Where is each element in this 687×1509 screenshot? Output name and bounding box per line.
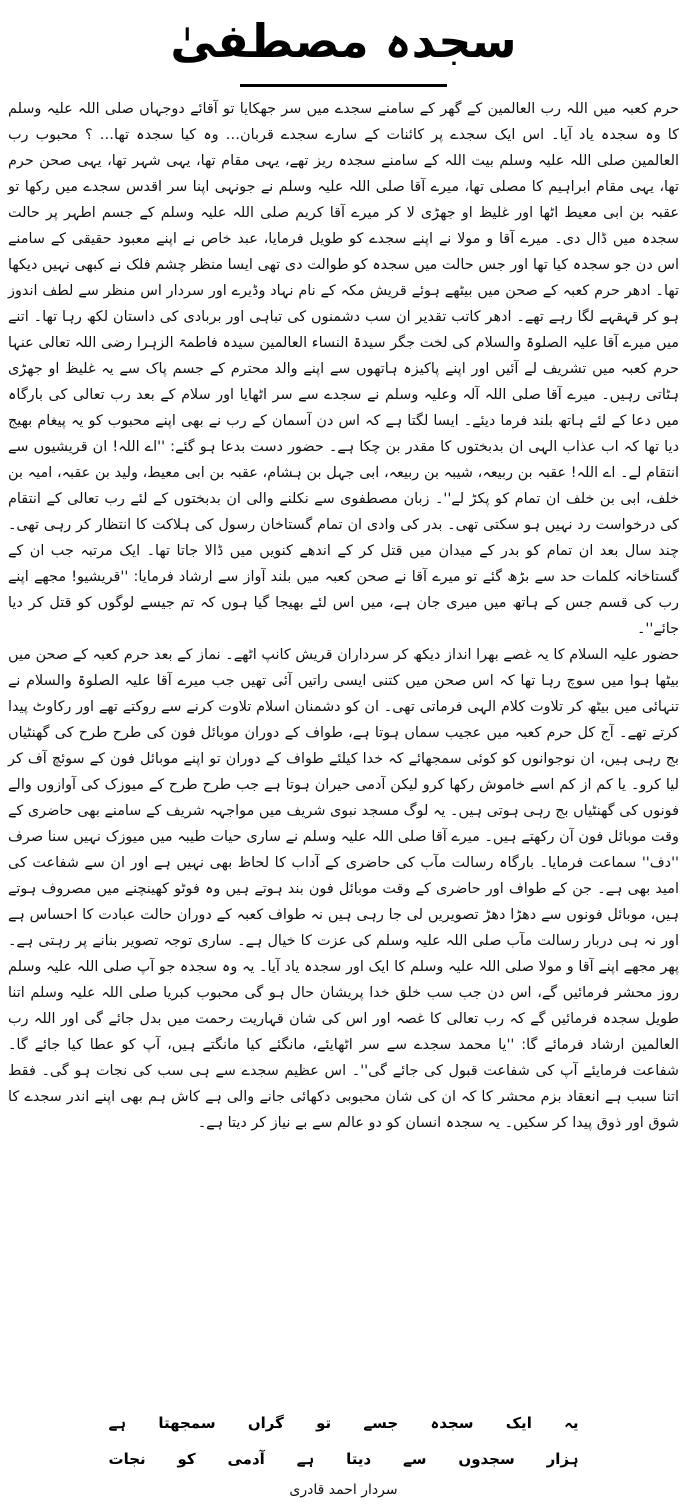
title-underline: [240, 84, 447, 87]
poem-word: ہزار: [546, 1450, 579, 1468]
poem-line-2: [109, 1441, 579, 1477]
poem-line-1: [109, 1405, 579, 1441]
poem-word: ہے: [108, 1414, 127, 1432]
title-block: [0, 8, 687, 74]
article-paragraph-2: حضور علیہ السلام کا یہ غصے بھرا انداز دیکھ کر سرداران قریش کانپ اٹھے۔ نماز کے بعد حرم کعبہ کے صحن میں بیٹھا ہوا میں سوچ رہا تھا کہ اس صحن میں کتنی ایسی راتیں آئی تھیں جب میرے آقا علیہ الصلوۃ والسلام نے تنہائی میں بیٹھ کر تلاوت کلام الہی فرماتی تھی۔ ان کو دشمنان اسلام تلاوت کرنے سے روکتے تھے اور رکاوٹ پیدا کرتے تھے۔ آج کل حرم کعبہ میں عجیب سماں ہوتا ہے، طواف کے دوران موبائل فون کی طرح طرح کی گھنٹیاں بج رہی ہیں، ان نوجوانوں کو کوئی سمجھائے کہ خدا کیلئے طواف کے دوران تو اپنے موبائل فون کے سوئچ آف کر لیا کرو۔ یا کم از کم اسے خاموش رکھا کرو لیکن آدمی حیران ہوتا ہے جب طرح طرح کے میوزک کی آوازوں والے فونوں کی گھنٹیاں بج رہی ہوتی ہیں۔ یہ لوگ مسجد نبوی شریف میں مواجہہ شریف کے سامنے بھی حاضری کے وقت موبائل فون آن رکھتے ہیں۔ میرے آقا صلی اللہ علیہ وسلم نے ساری حیات طیبہ میں میوزک نہیں سنا صرف ''دف'' سماعت فرمایا۔ بارگاہ رسالت مآب کی حاضری کے آداب کا لحاظ بھی نہیں ہے اور ان سے شفاعت کی امید بھی ہے۔ جن کے طواف اور حاضری کے وقت موبائل فون بند ہوتے ہیں وہ فوٹو کھینچنے میں مصروف ہوتے ہیں، موبائل فونوں سے دھڑا دھڑ تصویریں لی جا رہی ہیں نہ طواف کعبہ کے دوران حالت عبادت کا احساس ہے اور نہ ہی دربار رسالت مآب صلی اللہ علیہ وسلم کی عزت کا خیال ہے۔ ساری توجہ تصویر بنانے پر رہتی ہے۔ پھر مجھے اپنے آقا و مولا صلی اللہ علیہ وسلم کا ایک اور سجدہ یاد آیا۔ یہ وہ سجدہ جو آپ صلی اللہ علیہ وسلم روز محشر فرمائیں گے، اس دن جب سب خلق خدا پریشان حال ہو گی محبوب کبریا صلی اللہ علیہ وسلم اتنا طویل سجدہ فرمائیں گے کہ رب تعالی کا غصہ اور اس کی شان قہاریت رحمت میں بدل جائے گی اور اللہ رب العالمین ارشاد فرمائے گا: ''یا محمد سجدے سے سر اٹھایئے، مانگئے کیا مانگتے ہیں، آپ کو عطا کیا جائے گا۔ شفاعت فرمایئے آپ کی شفاعت قبول کی جائے گی''۔ اس عظیم سجدے سے ہی سب کی نجات ہو گی۔ فقط اتنا سبب ہے انعقاد بزم محشر کا کہ ان کی شان محبوبی دکھائی جانے والی ہے کاش ہم بھی اپنے اندر سجدے کا شوق اور ذوق پیدا کر سکیں۔ یہ سجدہ انسان کو دو عالم سے بے نیاز کر دیتا ہے۔: [8, 647, 679, 1131]
poem-word: نجات: [108, 1450, 146, 1468]
poem-word: ہے: [296, 1450, 315, 1468]
poem-word: گراں: [247, 1414, 284, 1432]
poem-couplet: [0, 1405, 687, 1477]
poet-name: سردار احمد قادری: [289, 1482, 398, 1498]
poem-word: یہ: [564, 1414, 579, 1432]
poem-word: سجدہ: [430, 1414, 474, 1432]
poem-word: تو: [316, 1414, 332, 1432]
poem-word: آدمی: [227, 1450, 265, 1468]
article-body: [8, 96, 679, 1136]
poem-word: دیتا: [346, 1450, 372, 1468]
poem-word: سے: [403, 1450, 427, 1468]
poem-word: ایک: [505, 1414, 532, 1432]
poem-word: سمجھتا: [158, 1414, 216, 1432]
poem-word: سجدوں: [458, 1450, 515, 1468]
article-title: سجدہ مصطفیٰ: [170, 14, 517, 68]
poem-word: کو: [177, 1450, 196, 1468]
article-paragraph-1: حرم کعبہ میں اللہ رب العالمین کے گھر کے سامنے سجدے میں سر جھکایا تو آقائے دوجہاں صلی اللہ علیہ وسلم کا وہ سجدہ یاد آیا۔ اس ایک سجدے پر کائنات کے سارے سجدے قربان… وہ کیا سجدہ تھا… ؟ محبوب رب العالمین صلی اللہ علیہ وسلم بیت اللہ کے سامنے سجدہ ریز تھے، یہی مقام تھا، یہی شہر تھا، یہی صحن حرم تھا، یہی مقام ابراہیم کا مصلی تھا، میرے آقا صلی اللہ علیہ وسلم نے جونہی اپنا سر اقدس سجدے میں رکھا تو عقبہ بن ابی معیط اٹھا اور غلیظ او جھڑی لا کر میرے آقا کریم صلی اللہ علیہ وسلم کے جسم اطہر پر حالت سجدہ میں ڈال دی۔ میرے آقا و مولا نے اپنے سجدے کو طویل فرمایا، عبد خاص نے اپنے معبود حقیقی کے سامنے اس دن جو سجدہ کیا تھا اور جس حالت میں سجدہ کو طوالت دی تھی ایسا منظر چشم فلک نے کبھی نہیں دیکھا تھا۔ ادھر حرم کعبہ کے صحن میں بیٹھے ہوئے قریش مکہ کے نام نہاد وڈیرے اور سردار اس منظر سے لطف اندوز ہو کر قہقہے لگا رہے تھے۔ ادھر کاتب تقدیر ان سب دشمنوں کی تباہی اور بربادی کی داستان لکھ رہا تھا۔ اتنے میں میرے آقا علیہ الصلوۃ والسلام کی لخت جگر سیدۃ النساء العالمین سیدہ فاطمۃ الزہرا رضی اللہ تعالی عنہا حرم کعبہ میں تشریف لے آئیں اور اپنے پاکیزہ ہاتھوں سے اپنے والد محترم کے جسم پاک سے یہ غلیظ او جھڑی ہٹاتی رہیں۔ میرے آقا صلی اللہ آلہ وعلیہ وسلم نے سجدے سے سر اٹھایا اور سلام کے بعد رب تعالی کی بارگاہ میں دعا کے لئے ہاتھ بلند فرما دیئے۔ ایسا لگتا ہے کہ اس دن آسمان کے رب نے بھی اپنے محبوب کو یہ پیغام بھیج دیا تھا کہ اب عذاب الہی ان بدبختوں کا مقدر بن چکا ہے۔ حضور دست بدعا ہو گئے: ''اے اللہ! ان قریشیوں سے انتقام لے۔ اے اللہ! عقبہ بن ربیعہ، شیبہ بن ربیعہ، ابی جہل بن ہشام، عقبہ بن ابی معیط، ولید بن عقبہ، امیہ بن خلف، ابی بن خلف ان تمام کو پکڑ لے''۔ زبان مصطفوی سے نکلنے والی ان بدبختوں کے لئے رب تعالی کے انتقام کی درخواست رد نہیں ہو سکتی تھی۔ بدر کی وادی ان تمام گستاخان رسول کی ہلاکت کا انتظار کر رہی تھی۔ چند سال بعد ان تمام کو بدر کے میدان میں قتل کر کے اندھے کنویں میں ڈالا جاتا تھا۔ ایک مرتبہ جب ان کے گستاخانہ کلمات حد سے بڑھ گئے تو میرے آقا نے صحن کعبہ میں بلند آواز سے ارشاد فرمایا: ''قریشیو! مجھے اپنے رب کی قسم جس کے ہاتھ میں میری جان ہے، میں اس لئے بھیجا گیا ہوں کہ تم جیسے لوگوں کو قتل کر دیا جائے''۔: [8, 101, 679, 637]
poem-word: جسے: [363, 1414, 399, 1432]
